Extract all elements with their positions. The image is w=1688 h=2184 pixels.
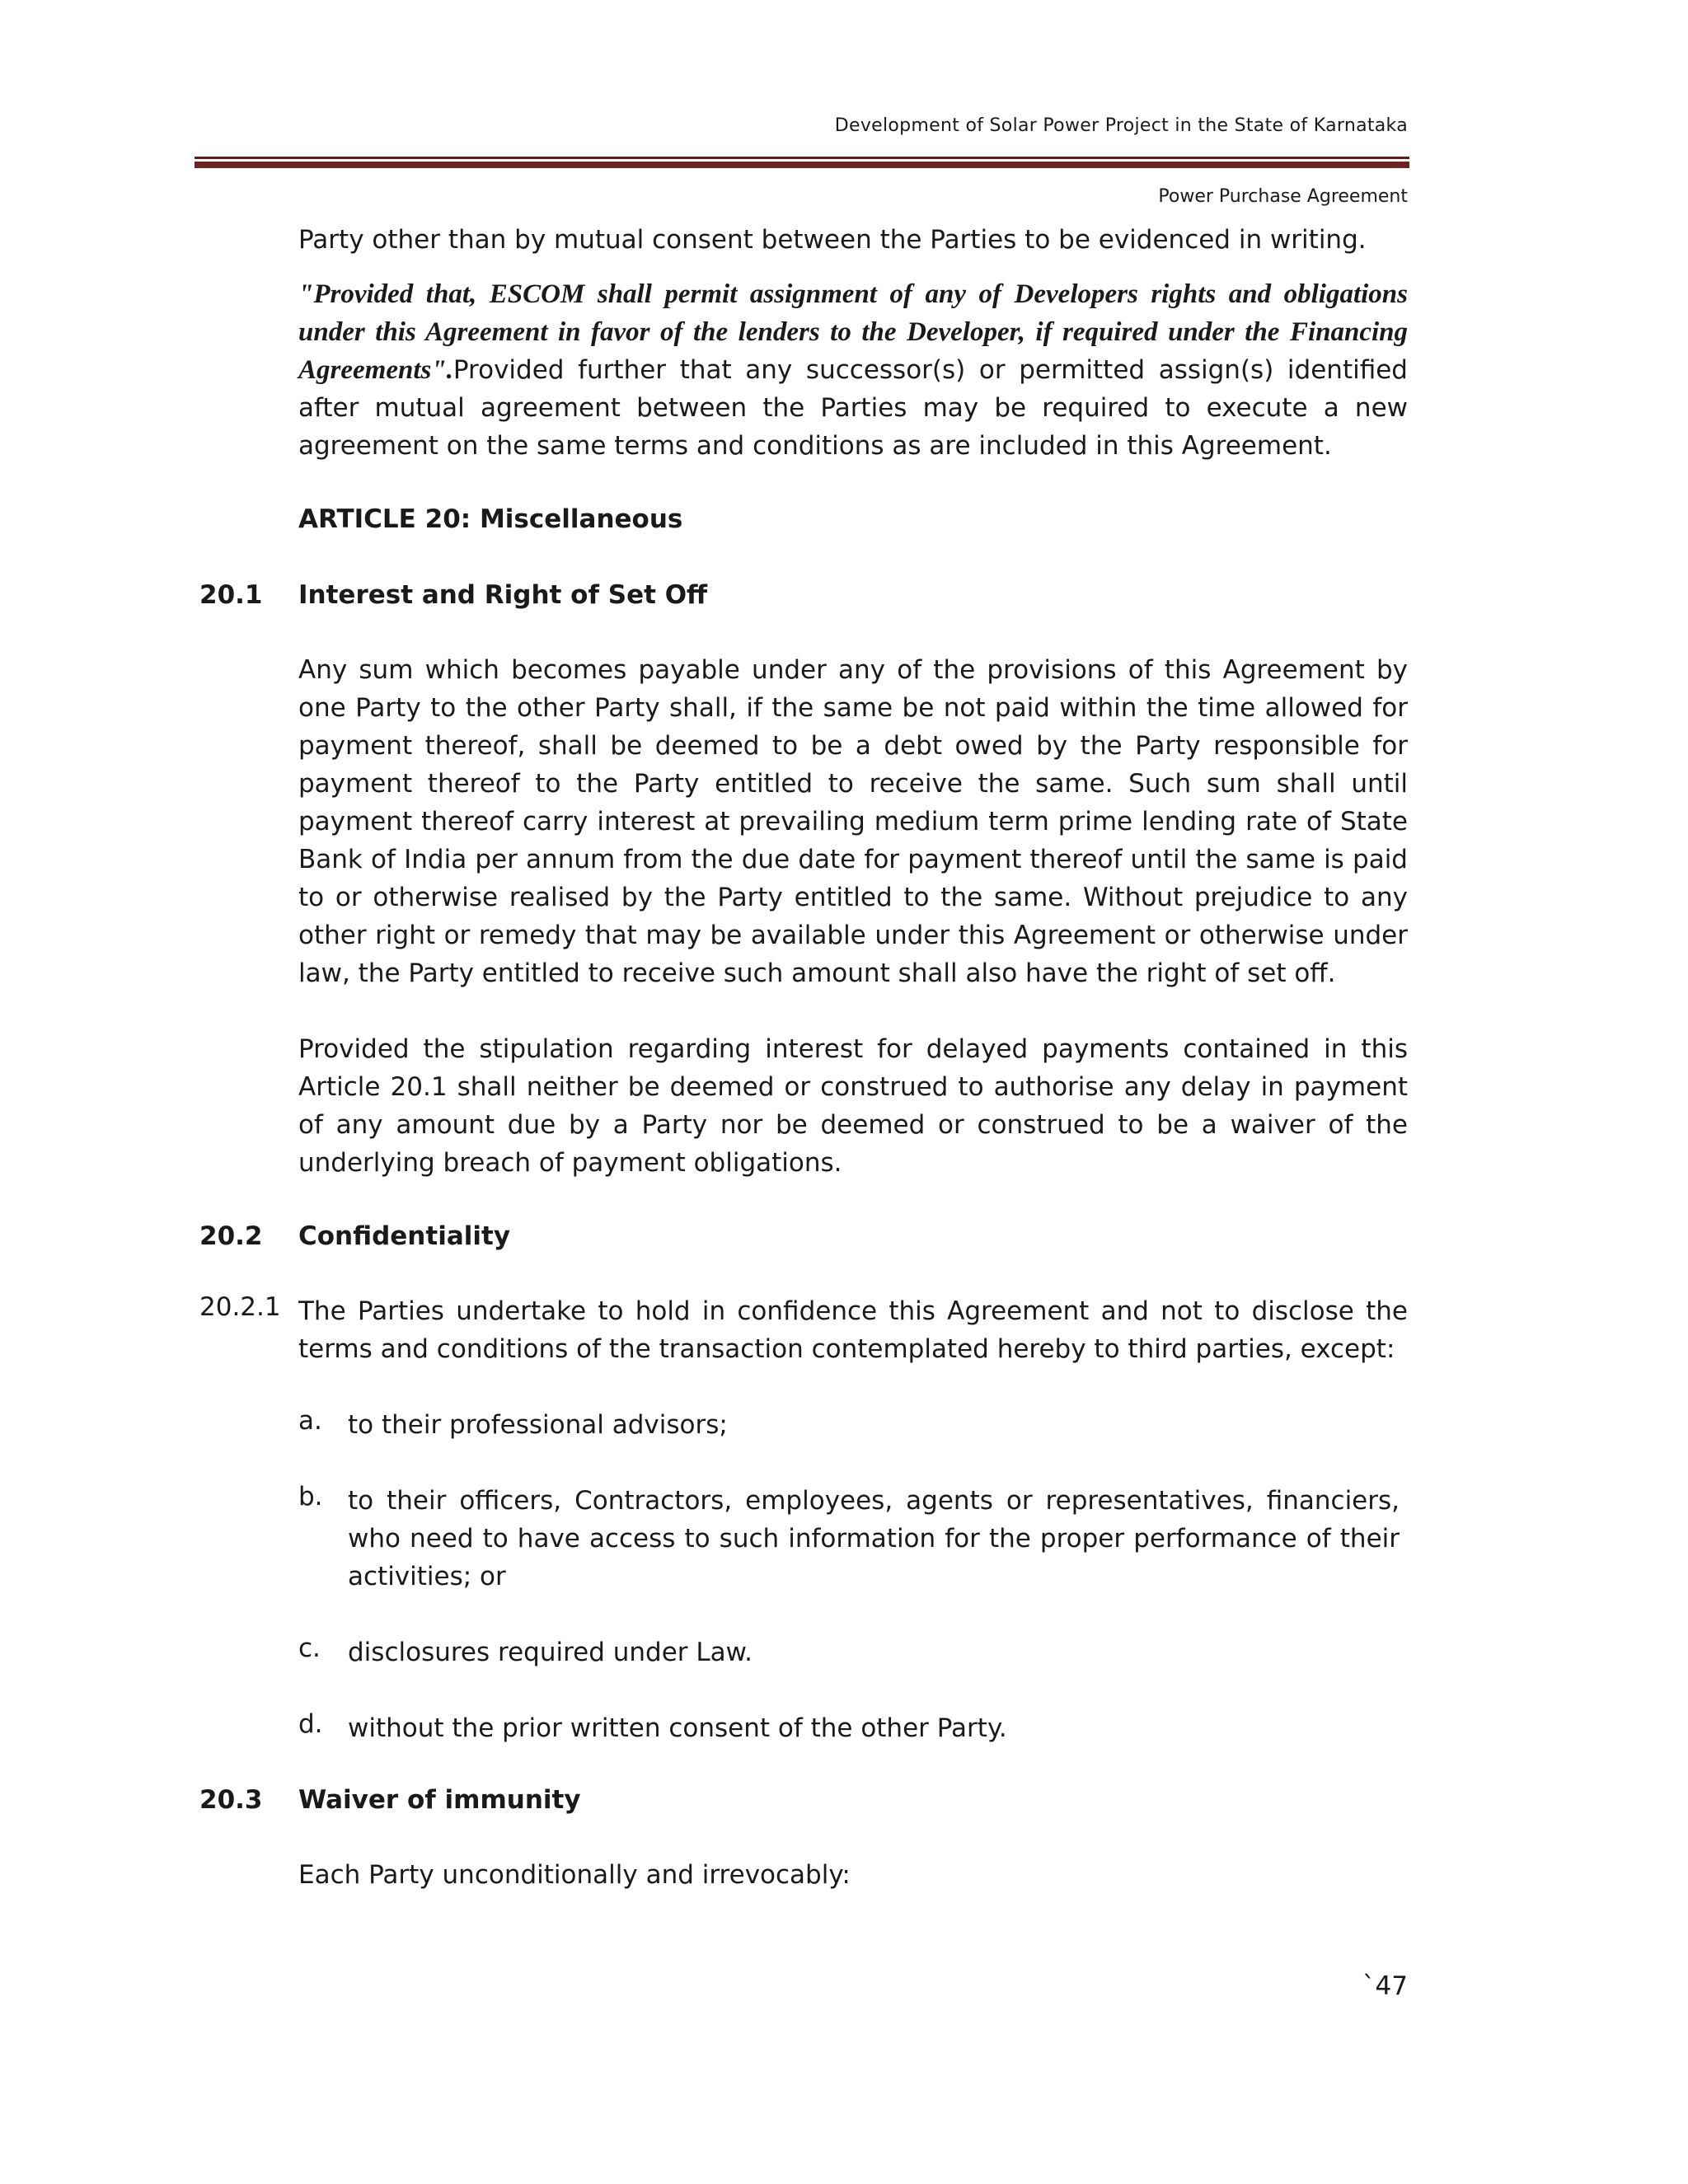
article-title: ARTICLE 20: Miscellaneous [298, 504, 683, 534]
section-20-2-number: 20.2 [199, 1221, 263, 1251]
proviso-rest: Provided further that any successor(s) or permitted assign(s) identified after mutual agreement between the Parties may be required to execute a new agreement on the same terms and conditions as are included in this Agreement. [298, 355, 1408, 461]
section-20-2-1-text: The Parties undertake to hold in confidence this Agreement and not to disclose the terms and conditions of the transaction contemplated hereby to third parties, except: [298, 1296, 1408, 1364]
list-item-a-label: a. [298, 1406, 322, 1436]
section-20-1-number: 20.1 [199, 580, 263, 610]
section-20-3-text: Each Party unconditionally and irrevocably: [298, 1860, 851, 1890]
section-20-1-title: Interest and Right of Set Off [298, 580, 708, 610]
header-subtitle: Power Purchase Agreement [1158, 186, 1408, 207]
proviso-paragraph [298, 275, 1408, 465]
section-20-3-title: Waiver of immunity [298, 1785, 581, 1815]
section-20-1-paragraph-1: Any sum which becomes payable under any of the provisions of this Agreement by one Party to the other Party shall, if the same be not paid within the time allowed for payment thereof, shall be deemed to be a debt owed by the Party responsible for payment thereof to the Party entitled to receive the same. Such sum shall until payment thereof carry interest at prevailing medium term prime lending rate of State Bank of India per annum from the due date for payment thereof until the same is paid to or otherwise realised by the Party entitled to the same. Without prejudice to any other right or remedy that may be available under this Agreement or otherwise under law, the Party entitled to receive such amount shall also have the right of set off. [298, 655, 1408, 988]
list-item-c-text: disclosures required under Law. [348, 1638, 753, 1667]
header-rule-thin [195, 157, 1409, 159]
intro-line: Party other than by mutual consent between the Parties to be evidenced in writing. [298, 225, 1367, 255]
section-20-3-number: 20.3 [199, 1785, 263, 1815]
list-item-d-text: without the prior written consent of the other Party. [348, 1713, 1007, 1743]
proviso-emphasis: "Provided that, ESCOM shall permit assignment of any of Developers rights and obligations under this Agreement in favor of the lenders to the Developer, if required under the Financing Agreements". [298, 279, 1408, 385]
page-number: `47 [1362, 1971, 1408, 2001]
header-title: Development of Solar Power Project in the State of Karnataka [834, 115, 1408, 136]
list-item-b-label: b. [298, 1482, 323, 1511]
section-20-1-paragraph-2: Provided the stipulation regarding interest for delayed payments contained in this Article 20.1 shall neither be deemed or construed to authorise any delay in payment of any amount due by a Party nor be deemed or construed to be a waiver of the underlying breach of payment obligations. [298, 1034, 1408, 1178]
section-20-2-title: Confidentiality [298, 1221, 511, 1251]
list-item-c-label: c. [298, 1633, 321, 1663]
section-20-2-1-number: 20.2.1 [199, 1292, 281, 1322]
list-item-d-label: d. [298, 1709, 323, 1739]
header-rule-thick [195, 162, 1409, 168]
list-item-b-text: to their officers, Contractors, employees, agents or representatives, financiers, who need to have access to such information for the proper performance of their activities; or [348, 1486, 1400, 1591]
list-item-a-text: to their professional advisors; [348, 1410, 728, 1440]
